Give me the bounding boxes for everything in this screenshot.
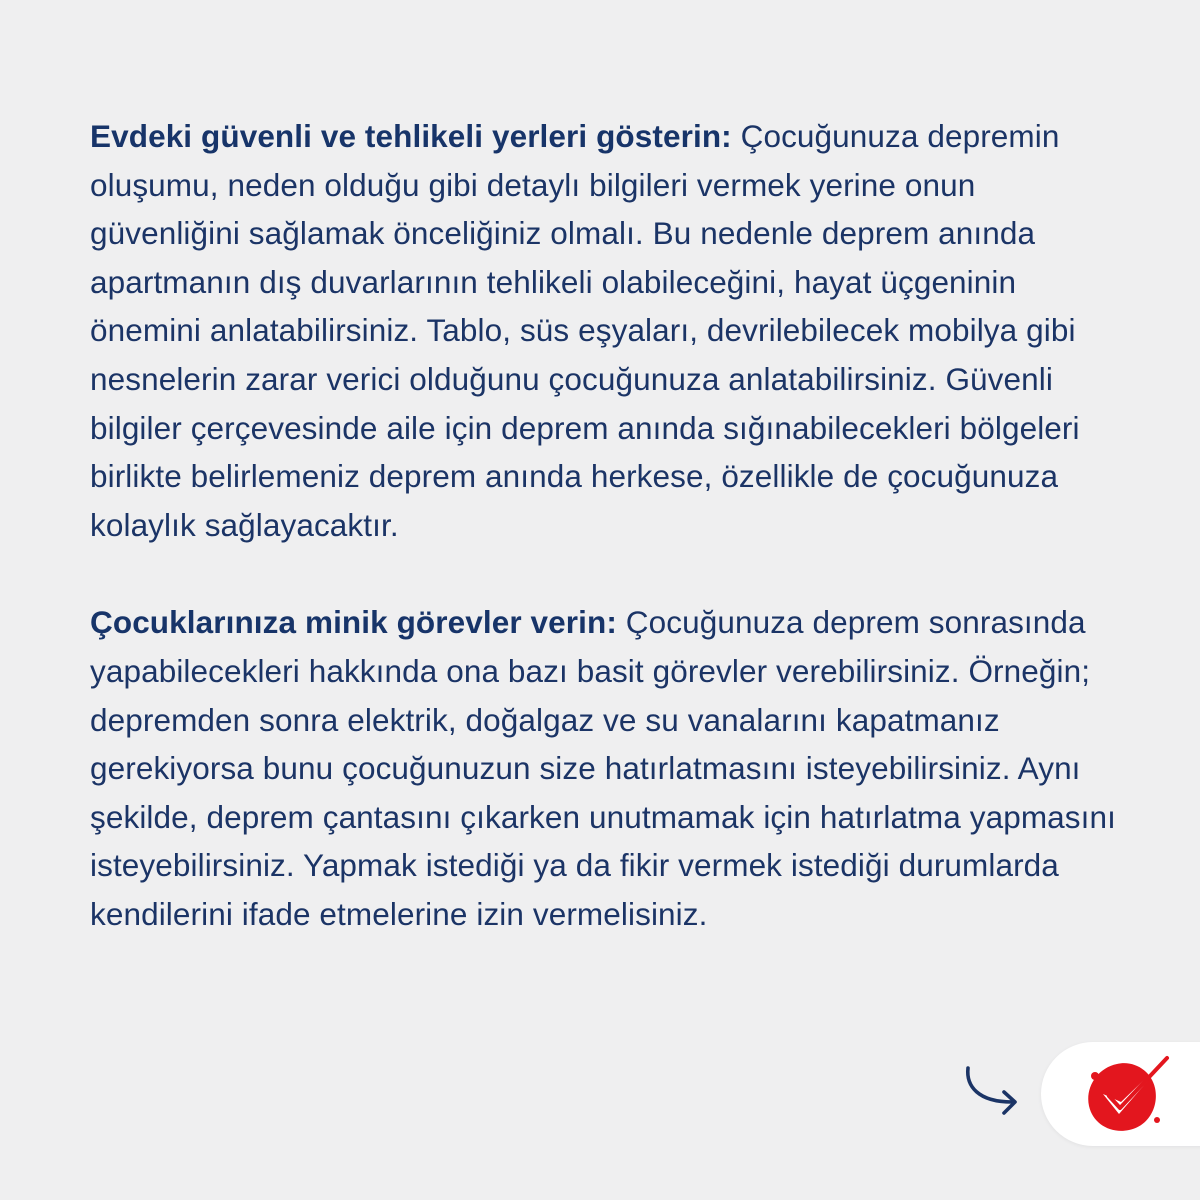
paragraph-body: Çocuğunuza deprem sonrasında yapabilecekleri hakkında ona bazı basit görevler verebilirsiniz. Örneğin; depremden sonra elektrik, doğalgaz ve su vanalarını kapatmanız gerekiyorsa bunu çocuğunuzun size hatırlatmasını isteyebilirsiniz. Aynı şekilde, deprem çantasını çıkarken unutmamak için hatırlatma yapmasını isteyebilirsiniz. Yapmak istediği ya da fikir vermek istediği durumlarda kendilerini ifade etmelerine izin vermelisiniz. — [90, 604, 1116, 932]
paragraph-safe-places — [90, 112, 1130, 549]
curved-arrow-right-icon[interactable] — [960, 1062, 1024, 1122]
paragraph-body: Çocuğunuza depremin oluşumu, neden olduğu gibi detaylı bilgileri vermek yerine onun güvenliğini sağlamak önceliğiniz olmalı. Bu nedenle deprem anında apartmanın dış duvarlarının tehlikeli olabileceğini, hayat üçgeninin önemini anlatabilirsiniz. Tablo, süs eşyaları, devrilebilecek mobilya gibi nesnelerin zarar verici olduğunu çocuğunuza anlatabilirsiniz. Güvenli bilgiler çerçevesinde aile için deprem anında sığınabilecekleri bölgeleri birlikte belirlemeniz deprem anında herkese, özellikle de çocuğunuza kolaylık sağlayacaktır. — [90, 118, 1080, 543]
paragraph-small-tasks — [90, 598, 1130, 938]
text-content — [90, 112, 1130, 939]
paragraph-heading: Evdeki güvenli ve tehlikeli yerleri gösterin: — [90, 118, 732, 154]
logo-badge — [1041, 1042, 1200, 1146]
paragraph-heading: Çocuklarınıza minik görevler verin: — [90, 604, 617, 641]
red-checkmark-logo-icon — [1075, 1046, 1175, 1142]
